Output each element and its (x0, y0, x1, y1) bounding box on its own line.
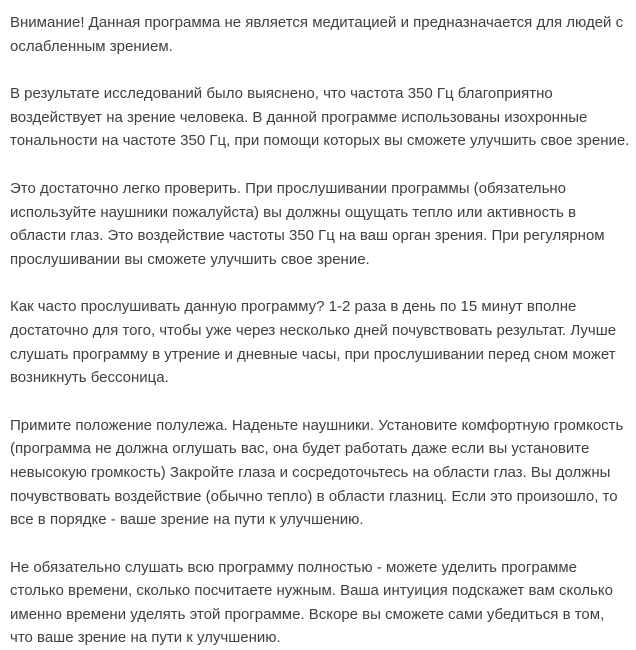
paragraph-instructions: Примите положение полулежа. Наденьте наушники. Установите комфортную громкость (программа не должна оглушать вас, она будет работать даже если вы установите невысокую громкость) Закройте глаза и сосредоточьтесь на области глаз. Вы должны почувствовать воздействие (обычно тепло) в области глазниц. Если это произошло, то все в порядке - ваше зрение на пути к улучшению. (10, 416, 624, 529)
paragraph-check: Это достаточно легко проверить. При прослушивании программы (обязательно используйте наушники пожалуйста) вы должны ощущать тепло или активность в области глаз. Это воздействие частоты 350 Гц на ваш орган зрения. При регулярном прослушивании вы сможете улучшить свое зрение. (10, 179, 605, 268)
paragraph-research: В результате исследований было выяснено, что частота 350 Гц благоприятно воздействует на зрение человека. В данной программе использованы изохронные тональности на частоте 350 Гц, при помощи которых вы сможете улучшить свое зрение. (10, 85, 630, 150)
paragraph-duration: Не обязательно слушать всю программу полностью - можете уделить программе столько времени, сколько посчитаете нужным. Ваша интуиция подскажет вам сколько именно времени уделять этой программе. Вскоре вы сможете сами убедиться в том, что ваше зрение на пути к улучшению. (10, 558, 613, 647)
paragraph-frequency: Как часто прослушивать данную программу? 1-2 раза в день по 15 минут вполне достаточно для того, чтобы уже через несколько дней почувствовать результат. Лучше слушать программу в утрение и дневные часы, при прослушивании перед сном может возникнуть бессоница. (10, 298, 617, 387)
paragraph-warning: Внимание! Данная программа не является медитацией и предназначается для людей с ослабленным зрением. (10, 14, 624, 55)
article-body (10, 11, 630, 650)
